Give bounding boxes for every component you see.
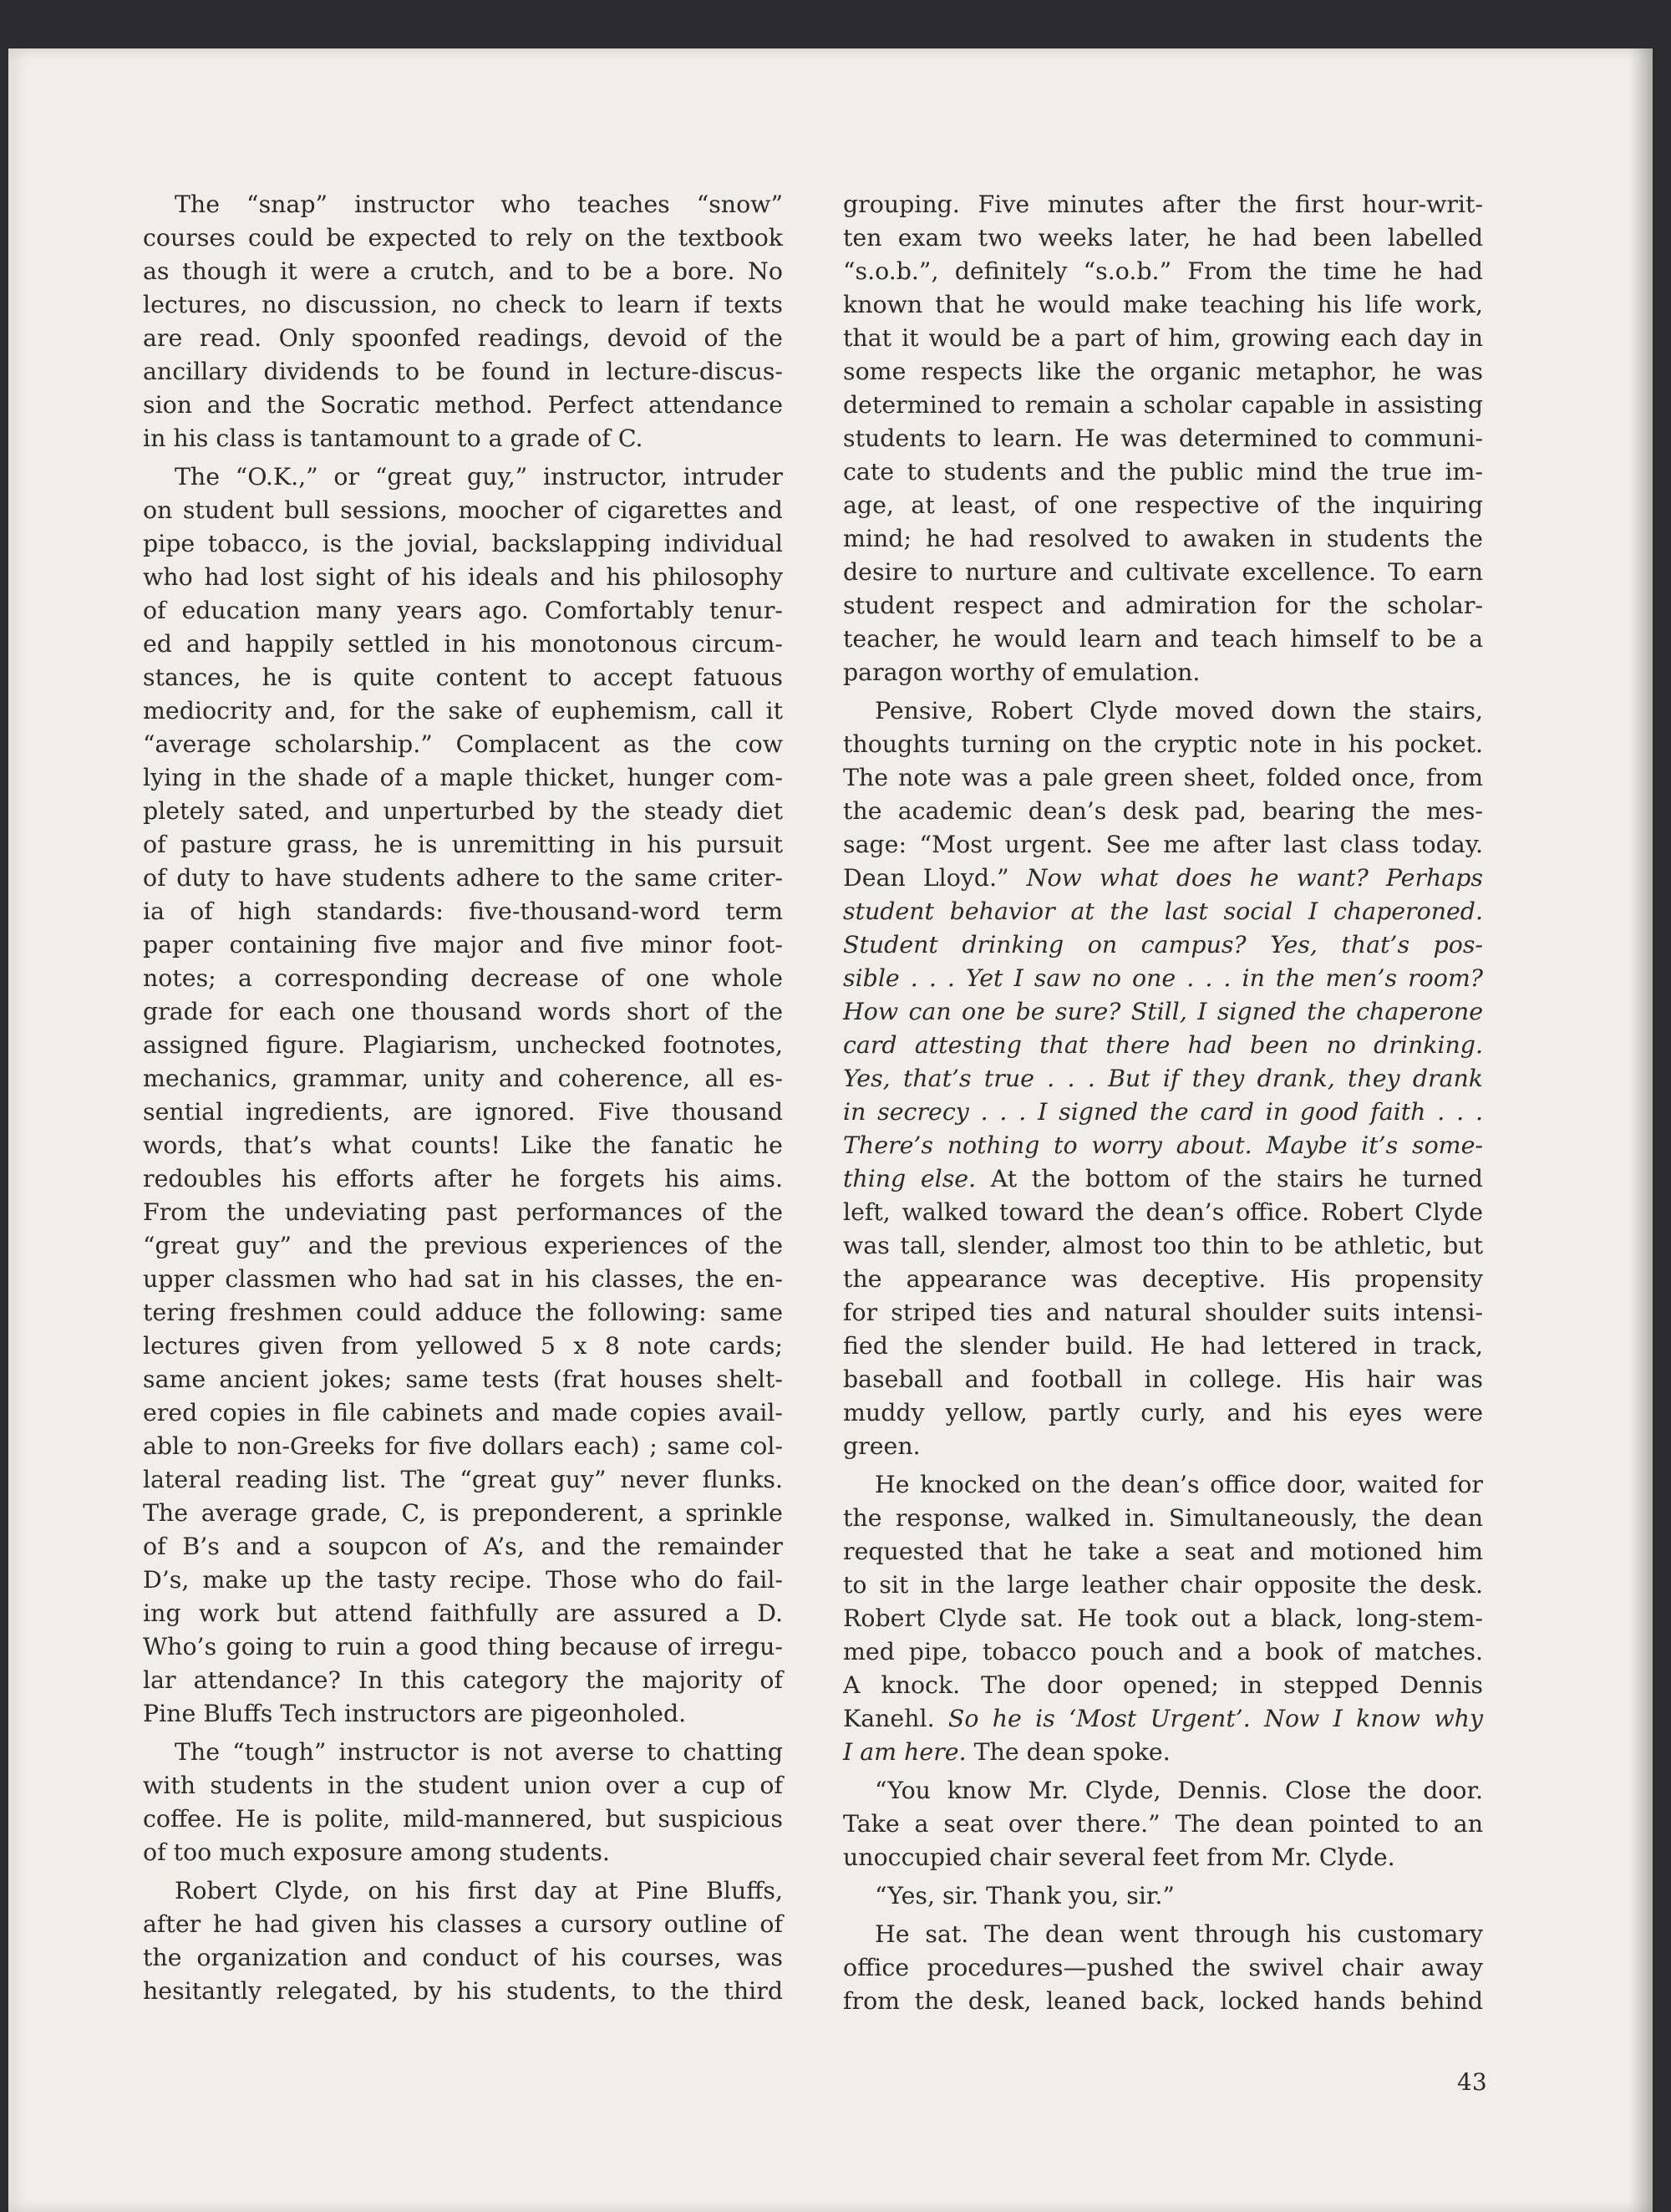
text-run: He sat. The dean went through his customary	[875, 1920, 1483, 1948]
text-line	[843, 928, 1483, 962]
italic-run: Yes, that’s true . . . But if they drank, they drank	[843, 1065, 1483, 1092]
text-line	[843, 255, 1483, 288]
text-run: mechanics, grammar, unity and coherence, all es-	[143, 1065, 783, 1092]
text-line	[843, 895, 1483, 928]
text-line	[143, 862, 783, 895]
italic-run: card attesting that there had been no drinking.	[843, 1031, 1483, 1059]
text-run: known that he would make teaching his life work,	[843, 291, 1483, 318]
text-line	[143, 1836, 783, 1869]
text-line	[143, 389, 783, 422]
text-line	[143, 527, 783, 561]
text-line	[843, 489, 1483, 522]
text-run: lectures, no discussion, no check to learn if texts	[143, 291, 783, 318]
text-line	[843, 1062, 1483, 1096]
text-run: hesitantly relegated, by his students, to the third	[143, 1977, 783, 2005]
text-run: muddy yellow, partly curly, and his eyes were	[843, 1399, 1483, 1426]
text-line	[143, 828, 783, 862]
text-run: the appearance was deceptive. His propensity	[843, 1265, 1483, 1293]
text-run: after he had given his classes a cursory outline of	[143, 1910, 783, 1938]
text-line	[143, 1463, 783, 1497]
italic-run: sible . . . Yet I saw no one . . . in the men’s room?	[843, 964, 1483, 992]
text-line	[843, 1229, 1483, 1263]
text-line	[843, 221, 1483, 255]
text-run: Take a seat over there.” The dean pointed to an	[843, 1810, 1483, 1838]
text-line	[843, 1330, 1483, 1363]
text-line	[143, 661, 783, 694]
text-line	[843, 1879, 1483, 1913]
text-run: baseball and football in college. His hair was	[843, 1365, 1483, 1393]
right-column	[843, 188, 1483, 2018]
text-line	[143, 628, 783, 661]
text-line	[143, 1330, 783, 1363]
text-line	[843, 1396, 1483, 1430]
text-line	[143, 1630, 783, 1664]
italic-run: How can one be sure? Still, I signed the chaperone	[843, 998, 1483, 1025]
text-line	[843, 1985, 1483, 2018]
text-line	[143, 1497, 783, 1530]
text-run: The “snap” instructor who teaches “snow”	[175, 191, 783, 218]
text-line	[143, 1908, 783, 1941]
text-line	[143, 288, 783, 322]
text-run: green.	[843, 1432, 921, 1460]
text-line	[143, 255, 783, 288]
text-line	[143, 561, 783, 594]
text-run: the organization and conduct of his courses, was	[143, 1944, 783, 1971]
text-line	[843, 828, 1483, 862]
text-line	[843, 1029, 1483, 1062]
text-line	[143, 1363, 783, 1396]
text-line	[143, 460, 783, 494]
text-run: “s.o.b.”, definitely “s.o.b.” From the time he had	[843, 257, 1483, 285]
text-line	[843, 1602, 1483, 1635]
text-line	[143, 795, 783, 828]
italic-run: in secrecy . . . I signed the card in good faith . . .	[843, 1098, 1483, 1126]
text-run: paper containing five major and five minor foot-	[143, 931, 783, 959]
text-line	[143, 1697, 783, 1731]
text-line	[843, 1502, 1483, 1535]
text-line	[843, 1535, 1483, 1569]
text-run: The “tough” instructor is not averse to chatting	[175, 1738, 783, 1766]
text-run: mind; he had resolved to awaken in students the	[843, 525, 1483, 552]
text-line	[143, 221, 783, 255]
text-run: “great guy” and the previous experiences of the	[143, 1232, 783, 1259]
text-run: are read. Only spoonfed readings, devoid of the	[143, 324, 783, 352]
text-run: “You know Mr. Clyde, Dennis. Close the door.	[875, 1777, 1483, 1804]
text-run: words, that’s what counts! Like the fanatic he	[143, 1131, 783, 1159]
text-line	[143, 895, 783, 928]
italic-run: There’s nothing to worry about. Maybe it’s some-	[843, 1131, 1483, 1159]
text-run: age, at least, of one respective of the inquiring	[843, 491, 1483, 519]
text-run: Kanehl.	[843, 1705, 948, 1732]
text-run: courses could be expected to rely on the textbook	[143, 224, 783, 252]
text-line	[143, 494, 783, 527]
text-run: of B’s and a soupcon of A’s, and the remainder	[143, 1533, 783, 1560]
text-line	[843, 1918, 1483, 1951]
text-line	[143, 322, 783, 355]
text-run: grade for each one thousand words short of the	[143, 998, 783, 1025]
text-line	[843, 694, 1483, 728]
text-run: stances, he is quite content to accept fatuous	[143, 664, 783, 691]
text-line	[843, 656, 1483, 689]
text-run: student respect and admiration for the scholar-	[843, 592, 1483, 619]
text-run: “average scholarship.” Complacent as the cow	[143, 730, 783, 758]
text-line	[843, 355, 1483, 389]
text-line	[843, 1296, 1483, 1330]
text-run: was tall, slender, almost too thin to be athletic, but	[843, 1232, 1483, 1259]
text-run: thoughts turning on the cryptic note in his pocket.	[843, 730, 1483, 758]
text-run: The average grade, C, is preponderent, a sprinkle	[143, 1499, 783, 1527]
text-line	[843, 962, 1483, 995]
text-line	[143, 1229, 783, 1263]
text-run: sion and the Socratic method. Perfect attendance	[143, 391, 783, 419]
text-line	[143, 962, 783, 995]
text-run: coffee. He is polite, mild-mannered, but suspicious	[143, 1805, 783, 1833]
text-run: of education many years ago. Comfortably tenur-	[143, 597, 783, 624]
text-run: for striped ties and natural shoulder suits intensi-	[843, 1299, 1483, 1326]
text-run: upper classmen who had sat in his classes, the en-	[143, 1265, 783, 1293]
text-line	[843, 1263, 1483, 1296]
text-line	[843, 1162, 1483, 1196]
text-run: sage: “Most urgent. See me after last class today.	[843, 831, 1483, 858]
text-line	[143, 1564, 783, 1597]
text-line	[143, 1941, 783, 1975]
text-run: med pipe, tobacco pouch and a book of matches.	[843, 1638, 1483, 1665]
text-line	[843, 188, 1483, 221]
text-line	[843, 1951, 1483, 1985]
text-run: same ancient jokes; same tests (frat houses shelt-	[143, 1365, 783, 1393]
text-line	[843, 1569, 1483, 1602]
text-line	[843, 1808, 1483, 1841]
text-line	[843, 623, 1483, 656]
text-line	[143, 928, 783, 962]
text-run: ing work but attend faithfully are assured a D.	[143, 1599, 783, 1627]
text-run: pletely sated, and unperturbed by the steady diet	[143, 797, 783, 825]
text-line	[843, 389, 1483, 422]
text-line	[843, 288, 1483, 322]
text-line	[843, 589, 1483, 623]
text-line	[143, 1803, 783, 1836]
text-run: Robert Clyde, on his first day at Pine Bluffs,	[175, 1877, 783, 1904]
text-run: in his class is tantamount to a grade of C.	[143, 425, 643, 452]
text-run: Dean Lloyd.”	[843, 864, 1027, 892]
text-line	[143, 422, 783, 455]
text-line	[143, 1263, 783, 1296]
text-line	[843, 1774, 1483, 1808]
text-run: ancillary dividends to be found in lecture-discus-	[143, 358, 783, 385]
text-run: A knock. The door opened; in stepped Dennis	[843, 1671, 1483, 1699]
text-run: He knocked on the dean’s office door, waited for	[875, 1471, 1483, 1498]
text-line	[843, 1363, 1483, 1396]
text-line	[143, 694, 783, 728]
text-run: unoccupied chair several feet from Mr. Clyde.	[843, 1843, 1395, 1871]
text-run: determined to remain a scholar capable in assisting	[843, 391, 1483, 419]
text-run: of duty to have students adhere to the same criter-	[143, 864, 783, 892]
page-edge-shadow	[1628, 48, 1653, 2212]
text-line	[143, 1430, 783, 1463]
text-run: of pasture grass, he is unremitting in his pursuit	[143, 831, 783, 858]
text-line	[843, 1841, 1483, 1874]
text-line	[143, 1296, 783, 1330]
text-run: D’s, make up the tasty recipe. Those who do fail-	[143, 1566, 783, 1594]
text-run: ered copies in file cabinets and made copies avail-	[143, 1399, 783, 1426]
text-line	[143, 1129, 783, 1162]
italic-run: So he is ‘Most Urgent’. Now I know why	[947, 1705, 1483, 1732]
text-line	[143, 1029, 783, 1062]
text-run: Pensive, Robert Clyde moved down the stairs,	[875, 697, 1483, 725]
text-line	[843, 862, 1483, 895]
text-run: ia of high standards: five-thousand-word term	[143, 898, 783, 925]
text-run: to sit in the large leather chair opposite the desk.	[843, 1571, 1483, 1599]
text-run: the response, walked in. Simultaneously, the dean	[843, 1504, 1483, 1532]
text-run: mediocrity and, for the sake of euphemism, call it	[143, 697, 783, 725]
text-line	[143, 761, 783, 795]
text-line	[843, 455, 1483, 489]
text-run: able to non-Greeks for five dollars each) ; same col-	[143, 1432, 783, 1460]
text-run: grouping. Five minutes after the first hour-writ-	[843, 191, 1483, 218]
text-line	[143, 728, 783, 761]
text-run: some respects like the organic metaphor, he was	[843, 358, 1483, 385]
text-line	[843, 761, 1483, 795]
text-line	[143, 995, 783, 1029]
text-line	[843, 522, 1483, 556]
text-run: assigned figure. Plagiarism, unchecked footnotes,	[143, 1031, 783, 1059]
text-line	[143, 1196, 783, 1229]
text-run: lectures given from yellowed 5 x 8 note cards;	[143, 1332, 783, 1360]
left-column	[143, 188, 783, 2008]
text-line	[143, 1162, 783, 1196]
text-run: cate to students and the public mind the true im-	[843, 458, 1483, 486]
text-run: Robert Clyde sat. He took out a black, long-stem-	[843, 1604, 1483, 1632]
text-line	[143, 1396, 783, 1430]
text-run: as though it were a crutch, and to be a bore. No	[143, 257, 783, 285]
text-run: paragon worthy of emulation.	[843, 659, 1201, 686]
italic-run: thing else.	[843, 1165, 977, 1192]
text-line	[843, 1702, 1483, 1736]
text-run: The dean spoke.	[966, 1738, 1171, 1766]
text-run: ten exam two weeks later, he had been labelled	[843, 224, 1483, 252]
text-line	[143, 1096, 783, 1129]
text-run: the academic dean’s desk pad, bearing the mes-	[843, 797, 1483, 825]
text-run: of too much exposure among students.	[143, 1838, 610, 1866]
text-line	[843, 1096, 1483, 1129]
text-run: teacher, he would learn and teach himself to be a	[843, 625, 1483, 653]
text-line	[143, 594, 783, 628]
text-run: desire to nurture and cultivate excellence. To earn	[843, 558, 1483, 586]
text-run: from the desk, leaned back, locked hands behind	[843, 1987, 1483, 2015]
text-run: on student bull sessions, moocher of cigarettes and	[143, 496, 783, 524]
text-run: ed and happily settled in his monotonous circum-	[143, 630, 783, 658]
text-line	[843, 1430, 1483, 1463]
italic-run: Now what does he want? Perhaps	[1026, 864, 1483, 892]
text-run: who had lost sight of his ideals and his philosophy	[143, 563, 783, 591]
text-run: lar attendance? In this category the majority of	[143, 1666, 783, 1694]
text-run: left, walked toward the dean’s office. Robert Clyde	[843, 1198, 1483, 1226]
text-line	[143, 1062, 783, 1096]
text-run: redoubles his efforts after he forgets his aims.	[143, 1165, 783, 1192]
text-line	[143, 1664, 783, 1697]
text-line	[143, 1530, 783, 1564]
text-run: pipe tobacco, is the jovial, backslapping individual	[143, 530, 783, 557]
text-run: with students in the student union over a cup of	[143, 1772, 783, 1799]
text-line	[143, 1975, 783, 2008]
book-page	[8, 48, 1653, 2212]
text-run: requested that he take a seat and motioned him	[843, 1538, 1483, 1565]
text-line	[143, 1597, 783, 1630]
text-run: The note was a pale green sheet, folded once, from	[843, 764, 1483, 791]
italic-run: Student drinking on campus? Yes, that’s pos-	[843, 931, 1483, 959]
page-number: 43	[1457, 2068, 1487, 2096]
text-line	[143, 1769, 783, 1803]
text-run: Who’s going to ruin a good thing because of irregu-	[143, 1633, 783, 1660]
text-line	[843, 1635, 1483, 1669]
text-run: From the undeviating past performances of the	[143, 1198, 783, 1226]
text-line	[843, 556, 1483, 589]
text-run: sential ingredients, are ignored. Five thousand	[143, 1098, 783, 1126]
text-run: that it would be a part of him, growing each day in	[843, 324, 1483, 352]
text-run: office procedures—pushed the swivel chair away	[843, 1954, 1483, 1981]
text-line	[843, 1669, 1483, 1702]
text-line	[143, 355, 783, 389]
text-line	[843, 728, 1483, 761]
text-run: At the bottom of the stairs he turned	[976, 1165, 1483, 1192]
text-line	[843, 1129, 1483, 1162]
italic-run: student behavior at the last social I chaperoned.	[843, 898, 1483, 925]
text-line	[843, 422, 1483, 455]
italic-run: I am here.	[843, 1738, 967, 1766]
text-run: students to learn. He was determined to communi-	[843, 425, 1483, 452]
text-run: notes; a corresponding decrease of one whole	[143, 964, 783, 992]
text-run: tering freshmen could adduce the following: same	[143, 1299, 783, 1326]
text-run: lateral reading list. The “great guy” never flunks.	[143, 1466, 783, 1493]
text-line	[143, 1874, 783, 1908]
text-line	[843, 795, 1483, 828]
text-line	[843, 995, 1483, 1029]
text-line	[843, 322, 1483, 355]
text-run: The “O.K.,” or “great guy,” instructor, intruder	[175, 463, 783, 491]
text-run: fied the slender build. He had lettered in track,	[843, 1332, 1483, 1360]
text-run: Pine Bluffs Tech instructors are pigeonholed.	[143, 1700, 687, 1727]
text-run: lying in the shade of a maple thicket, hunger com-	[143, 764, 783, 791]
text-line	[843, 1468, 1483, 1502]
text-line	[843, 1736, 1483, 1769]
text-line	[143, 1736, 783, 1769]
text-line	[843, 1196, 1483, 1229]
text-run: “Yes, sir. Thank you, sir.”	[875, 1882, 1175, 1909]
text-line	[143, 188, 783, 221]
